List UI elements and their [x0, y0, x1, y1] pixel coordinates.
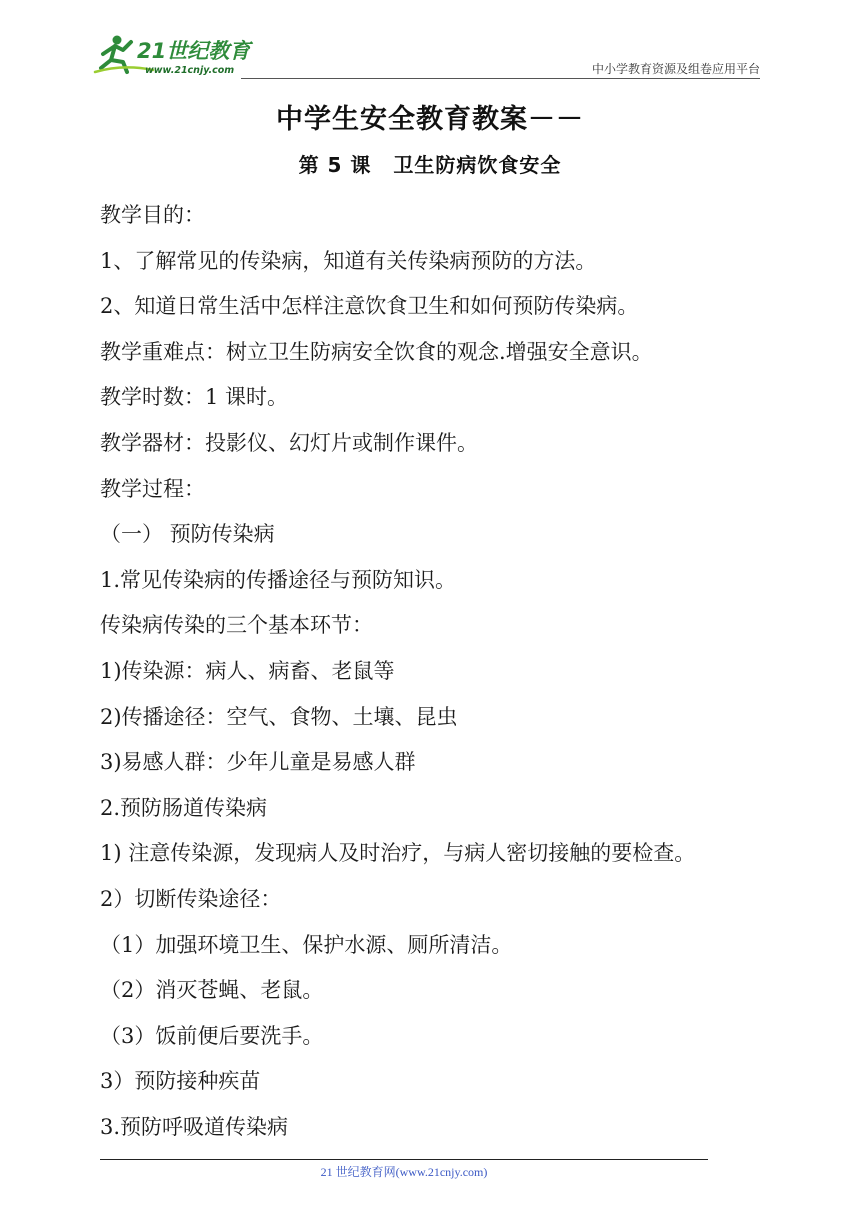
- lesson-body: [100, 195, 780, 1152]
- lesson-topic: 卫生防病饮食安全: [393, 153, 562, 177]
- platform-name: 中小学教育资源及组卷应用平台: [591, 62, 760, 76]
- text-line: 1) 注意传染源，发现病人及时治疗，与病人密切接触的要检查。: [100, 841, 696, 866]
- text-line: 教学目的：: [100, 203, 205, 227]
- text-line: 教学器材：投影仪、幻灯片或制作课件。: [100, 430, 478, 455]
- text-line: 1)传染源：病人、病畜、老鼠等: [100, 658, 395, 683]
- text-line: 3)易感人群：少年儿童是易感人群: [100, 750, 416, 775]
- text-line: （3）饭前便后要洗手。: [100, 1023, 324, 1048]
- logo-url: www.21cnjy.com: [145, 65, 235, 76]
- text-line: 教学过程：: [100, 476, 205, 501]
- text-line: 2)传播途径：空气、食物、土壤、昆虫: [100, 704, 458, 729]
- footer-divider: [100, 1159, 708, 1160]
- text-line: 1、了解常见的传染病，知道有关传染病预防的方法。: [100, 248, 597, 273]
- header-divider: [241, 78, 760, 79]
- lesson-number: 第 5 课: [298, 153, 372, 177]
- text-line: 3.预防呼吸道传染病: [100, 1114, 289, 1139]
- text-line: 1.常见传染病的传播途径与预防知识。: [100, 567, 457, 592]
- runner-logo-icon: [93, 32, 263, 76]
- logo-wordmark: 21世纪教育: [137, 39, 251, 63]
- text-line: （1）加强环境卫生、保护水源、厕所清洁。: [100, 932, 513, 957]
- document-title: 中学生安全教育教案－－: [276, 104, 584, 135]
- text-line: （一） 预防传染病: [100, 522, 275, 547]
- text-line: 教学重难点：树立卫生防病安全饮食的观念.增强安全意识。: [100, 339, 653, 364]
- text-line: 2.预防肠道传染病: [100, 795, 268, 820]
- text-line: 传染病传染的三个基本环节：: [100, 613, 373, 638]
- text-line: 教学时数：1 课时。: [100, 385, 289, 410]
- document-subtitle: [0, 150, 860, 180]
- site-logo[interactable]: [93, 32, 263, 76]
- text-line: 2、知道日常生活中怎样注意饮食卫生和如何预防传染病。: [100, 294, 639, 319]
- text-line: （2）消灭苍蝇、老鼠。: [100, 978, 324, 1003]
- page-header: [93, 32, 760, 80]
- text-line: 3）预防接种疾苗: [100, 1069, 261, 1094]
- text-line: 2）切断传染途径：: [100, 886, 282, 911]
- footer-link[interactable]: 21 世纪教育网(www.21cnjy.com): [320, 1165, 488, 1179]
